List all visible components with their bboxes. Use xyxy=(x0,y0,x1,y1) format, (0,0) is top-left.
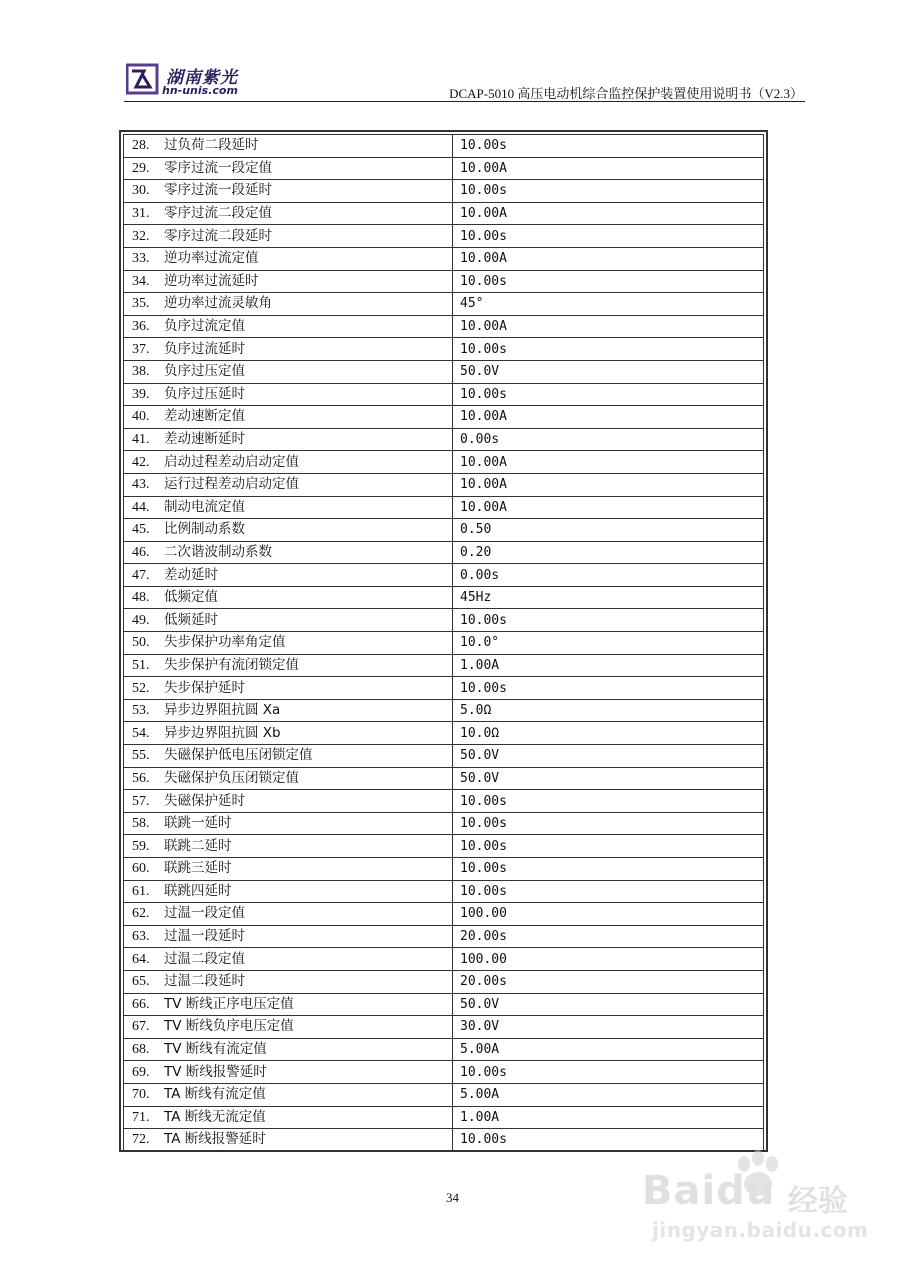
parameter-name: 逆功率过流延时 xyxy=(164,272,259,289)
parameter-value: 1.00A xyxy=(453,654,764,677)
row-number: 32. xyxy=(132,228,150,244)
parameter-name: 负序过压延时 xyxy=(164,385,245,402)
parameter-name: 零序过流一段定值 xyxy=(164,159,272,176)
parameter-name-cell xyxy=(124,632,453,655)
parameter-name-cell xyxy=(124,1038,453,1061)
parameter-name-cell xyxy=(124,1061,453,1084)
parameter-value: 10.0° xyxy=(453,632,764,655)
row-number: 45. xyxy=(132,522,150,538)
parameter-name: 制动电流定值 xyxy=(164,498,245,515)
watermark-label: 经验 xyxy=(788,1184,848,1219)
table-row xyxy=(124,315,764,338)
parameter-name: 失步保护有流闭锁定值 xyxy=(164,656,299,673)
parameter-name-cell xyxy=(124,903,453,926)
row-number: 37. xyxy=(132,341,150,357)
parameter-name: 联跳四延时 xyxy=(164,882,232,899)
parameter-name: 逆功率过流灵敏角 xyxy=(164,295,272,312)
table-row xyxy=(124,948,764,971)
row-number: 54. xyxy=(132,725,150,741)
parameter-value: 10.00s xyxy=(453,790,764,813)
row-number: 33. xyxy=(132,251,150,267)
table-row xyxy=(124,1061,764,1084)
parameter-name: TV 断线负序电压定值 xyxy=(164,1018,294,1035)
parameter-name: 启动过程差动启动定值 xyxy=(164,453,299,470)
table-row xyxy=(124,180,764,203)
parameter-name-cell xyxy=(124,383,453,406)
row-number: 60. xyxy=(132,861,150,877)
parameter-name-cell xyxy=(124,247,453,270)
parameter-value: 5.00A xyxy=(453,1083,764,1106)
parameter-name: 零序过流二段定值 xyxy=(164,205,272,222)
parameter-name-cell xyxy=(124,338,453,361)
row-number: 48. xyxy=(132,590,150,606)
row-number: 61. xyxy=(132,883,150,899)
parameter-name: 过温一段定值 xyxy=(164,905,245,922)
table-row xyxy=(124,609,764,632)
parameter-name: 联跳二延时 xyxy=(164,837,232,854)
parameter-value: 10.00s xyxy=(453,338,764,361)
table-row xyxy=(124,970,764,993)
parameter-name-cell xyxy=(124,858,453,881)
parameter-value: 10.00s xyxy=(453,677,764,700)
parameter-value: 10.00s xyxy=(453,135,764,158)
table-row xyxy=(124,270,764,293)
table-row xyxy=(124,1038,764,1061)
row-number: 47. xyxy=(132,567,150,583)
parameter-name-cell xyxy=(124,609,453,632)
parameter-name: TV 断线正序电压定值 xyxy=(164,995,294,1012)
parameter-value: 20.00s xyxy=(453,970,764,993)
table-row xyxy=(124,835,764,858)
table-row xyxy=(124,338,764,361)
row-number: 66. xyxy=(132,996,150,1012)
parameter-name: TV 断线有流定值 xyxy=(164,1041,267,1058)
parameter-name: 过温二段延时 xyxy=(164,973,245,990)
row-number: 28. xyxy=(132,138,150,154)
table-row xyxy=(124,1106,764,1129)
table-row xyxy=(124,473,764,496)
row-number: 72. xyxy=(132,1132,150,1148)
settings-table xyxy=(123,134,764,1152)
parameter-value: 10.00A xyxy=(453,315,764,338)
parameter-value: 45° xyxy=(453,293,764,316)
parameter-name-cell xyxy=(124,722,453,745)
table-row xyxy=(124,541,764,564)
parameter-name: 差动延时 xyxy=(164,566,218,583)
parameter-name-cell xyxy=(124,519,453,542)
parameter-value: 10.00A xyxy=(453,157,764,180)
parameter-name: 低频定值 xyxy=(164,589,218,606)
parameter-name-cell xyxy=(124,1016,453,1039)
table-row xyxy=(124,654,764,677)
row-number: 59. xyxy=(132,838,150,854)
parameter-name-cell xyxy=(124,767,453,790)
parameter-value: 5.0Ω xyxy=(453,699,764,722)
parameter-value: 10.00A xyxy=(453,202,764,225)
table-row xyxy=(124,677,764,700)
table-row xyxy=(124,157,764,180)
parameter-value: 20.00s xyxy=(453,925,764,948)
row-number: 38. xyxy=(132,364,150,380)
table-row xyxy=(124,632,764,655)
document-title: DCAP-5010 高压电动机综合监控保护装置使用说明书（V2.3） xyxy=(449,86,803,101)
row-number: 43. xyxy=(132,477,150,493)
table-row xyxy=(124,451,764,474)
parameter-value: 10.00s xyxy=(453,1061,764,1084)
parameter-value: 10.00s xyxy=(453,880,764,903)
parameter-name: 过温一段延时 xyxy=(164,928,245,945)
parameter-name-cell xyxy=(124,699,453,722)
parameter-name-cell xyxy=(124,496,453,519)
parameter-name-cell xyxy=(124,541,453,564)
parameter-value: 10.00s xyxy=(453,609,764,632)
table-row xyxy=(124,790,764,813)
parameter-name: 低频延时 xyxy=(164,611,218,628)
parameter-value: 10.00s xyxy=(453,225,764,248)
row-number: 64. xyxy=(132,951,150,967)
row-number: 52. xyxy=(132,680,150,696)
table-row xyxy=(124,767,764,790)
parameter-value: 100.00 xyxy=(453,903,764,926)
row-number: 71. xyxy=(132,1109,150,1125)
parameter-name: 运行过程差动启动定值 xyxy=(164,476,299,493)
row-number: 34. xyxy=(132,273,150,289)
table-row xyxy=(124,247,764,270)
parameter-value: 1.00A xyxy=(453,1106,764,1129)
row-number: 53. xyxy=(132,703,150,719)
parameter-name: 零序过流二段延时 xyxy=(164,227,272,244)
parameter-name-cell xyxy=(124,293,453,316)
row-number: 44. xyxy=(132,499,150,515)
parameter-name-cell xyxy=(124,948,453,971)
row-number: 69. xyxy=(132,1064,150,1080)
table-row xyxy=(124,586,764,609)
table-row xyxy=(124,858,764,881)
parameter-name-cell xyxy=(124,202,453,225)
parameter-name-cell xyxy=(124,315,453,338)
watermark-brand: Baidu xyxy=(642,1168,776,1214)
parameter-name: 二次谐波制动系数 xyxy=(164,543,272,560)
row-number: 57. xyxy=(132,793,150,809)
parameter-value: 10.00A xyxy=(453,473,764,496)
table-row xyxy=(124,383,764,406)
row-number: 40. xyxy=(132,409,150,425)
parameter-name-cell xyxy=(124,270,453,293)
parameter-name: TA 断线无流定值 xyxy=(164,1108,266,1125)
table-row xyxy=(124,745,764,768)
row-number: 49. xyxy=(132,612,150,628)
parameter-value: 45Hz xyxy=(453,586,764,609)
parameter-value: 10.00A xyxy=(453,496,764,519)
parameter-name-cell xyxy=(124,1106,453,1129)
parameter-name: TA 断线有流定值 xyxy=(164,1086,266,1103)
table-row xyxy=(124,812,764,835)
parameter-name-cell xyxy=(124,451,453,474)
row-number: 70. xyxy=(132,1087,150,1103)
parameter-name-cell xyxy=(124,564,453,587)
parameter-name: 失磁保护负压闭锁定值 xyxy=(164,769,299,786)
parameter-value: 10.00s xyxy=(453,270,764,293)
parameter-name-cell xyxy=(124,812,453,835)
row-number: 51. xyxy=(132,657,150,673)
parameter-value: 50.0V xyxy=(453,360,764,383)
parameter-name: 负序过流定值 xyxy=(164,318,245,335)
parameter-value: 5.00A xyxy=(453,1038,764,1061)
parameter-value: 10.00s xyxy=(453,812,764,835)
parameter-name: 过负荷二段延时 xyxy=(164,137,259,154)
row-number: 29. xyxy=(132,160,150,176)
logo-url-text: hn-unis.com xyxy=(162,84,238,97)
table-row xyxy=(124,293,764,316)
parameter-name-cell xyxy=(124,586,453,609)
table-row xyxy=(124,225,764,248)
table-row xyxy=(124,722,764,745)
parameter-name: 负序过压定值 xyxy=(164,363,245,380)
parameter-value: 0.20 xyxy=(453,541,764,564)
row-number: 31. xyxy=(132,206,150,222)
row-number: 65. xyxy=(132,974,150,990)
header-divider xyxy=(124,101,805,102)
row-number: 58. xyxy=(132,816,150,832)
row-number: 68. xyxy=(132,1042,150,1058)
table-row xyxy=(124,519,764,542)
table-row xyxy=(124,360,764,383)
parameter-value: 10.00A xyxy=(453,451,764,474)
parameter-name: 比例制动系数 xyxy=(164,521,245,538)
row-number: 62. xyxy=(132,906,150,922)
row-number: 30. xyxy=(132,183,150,199)
parameter-name-cell xyxy=(124,406,453,429)
parameter-name-cell xyxy=(124,835,453,858)
row-number: 50. xyxy=(132,635,150,651)
logo-mark-icon xyxy=(126,62,160,96)
table-row xyxy=(124,496,764,519)
parameter-name: 联跳三延时 xyxy=(164,860,232,877)
parameter-value: 10.00s xyxy=(453,180,764,203)
row-number: 42. xyxy=(132,454,150,470)
parameter-name: 负序过流延时 xyxy=(164,340,245,357)
parameter-name-cell xyxy=(124,428,453,451)
parameter-name: 差动速断定值 xyxy=(164,408,245,425)
baidu-jingyan-watermark xyxy=(640,1150,870,1270)
table-row xyxy=(124,903,764,926)
parameter-value: 0.50 xyxy=(453,519,764,542)
parameter-name: TV 断线报警延时 xyxy=(164,1063,267,1080)
parameter-value: 10.00s xyxy=(453,835,764,858)
row-number: 39. xyxy=(132,386,150,402)
table-row xyxy=(124,564,764,587)
parameter-name: 逆功率过流定值 xyxy=(164,250,259,267)
parameter-value: 10.00A xyxy=(453,247,764,270)
parameter-name-cell xyxy=(124,225,453,248)
parameter-name-cell xyxy=(124,745,453,768)
table-row xyxy=(124,428,764,451)
table-row xyxy=(124,993,764,1016)
parameter-name-cell xyxy=(124,135,453,158)
table-row xyxy=(124,1083,764,1106)
parameter-name: 失步保护延时 xyxy=(164,679,245,696)
settings-table-body xyxy=(124,135,764,1152)
parameter-name-cell xyxy=(124,654,453,677)
watermark-url: jingyan.baidu.com xyxy=(652,1218,869,1242)
parameter-name: 失磁保护延时 xyxy=(164,792,245,809)
parameter-name-cell xyxy=(124,1129,453,1152)
parameter-value: 50.0V xyxy=(453,745,764,768)
parameter-name-cell xyxy=(124,1083,453,1106)
parameter-value: 10.00s xyxy=(453,858,764,881)
parameter-name: 联跳一延时 xyxy=(164,815,232,832)
parameter-value: 30.0V xyxy=(453,1016,764,1039)
parameter-name: 差动速断延时 xyxy=(164,431,245,448)
parameter-value: 50.0V xyxy=(453,767,764,790)
parameter-value: 100.00 xyxy=(453,948,764,971)
row-number: 67. xyxy=(132,1019,150,1035)
table-row xyxy=(124,699,764,722)
row-number: 56. xyxy=(132,770,150,786)
parameter-name-cell xyxy=(124,790,453,813)
parameter-name-cell xyxy=(124,473,453,496)
parameter-name-cell xyxy=(124,180,453,203)
table-row xyxy=(124,406,764,429)
parameter-value: 10.00s xyxy=(453,383,764,406)
row-number: 35. xyxy=(132,296,150,312)
table-row xyxy=(124,880,764,903)
table-row xyxy=(124,925,764,948)
parameter-name: 过温二段定值 xyxy=(164,950,245,967)
row-number: 63. xyxy=(132,929,150,945)
table-row xyxy=(124,1129,764,1152)
parameter-value: 0.00s xyxy=(453,428,764,451)
parameter-value: 10.0Ω xyxy=(453,722,764,745)
table-row xyxy=(124,135,764,158)
table-row xyxy=(124,202,764,225)
parameter-name: 异步边界阻抗圆 Xa xyxy=(164,702,281,719)
parameter-name-cell xyxy=(124,360,453,383)
row-number: 41. xyxy=(132,432,150,448)
parameter-name: 异步边界阻抗圆 Xb xyxy=(164,724,281,741)
parameter-name: TA 断线报警延时 xyxy=(164,1131,266,1148)
parameter-name-cell xyxy=(124,993,453,1016)
row-number: 36. xyxy=(132,319,150,335)
parameter-name-cell xyxy=(124,970,453,993)
parameter-name-cell xyxy=(124,157,453,180)
row-number: 55. xyxy=(132,748,150,764)
parameter-name: 失步保护功率角定值 xyxy=(164,634,286,651)
parameter-value: 10.00A xyxy=(453,406,764,429)
table-row xyxy=(124,1016,764,1039)
parameter-value: 10.00s xyxy=(453,1129,764,1152)
page-number: 34 xyxy=(446,1190,459,1205)
parameter-name-cell xyxy=(124,925,453,948)
parameter-name: 零序过流一段延时 xyxy=(164,182,272,199)
parameter-name-cell xyxy=(124,880,453,903)
parameter-name-cell xyxy=(124,677,453,700)
logo-brand-text: 湖南紫光 xyxy=(166,68,238,88)
parameter-value: 50.0V xyxy=(453,993,764,1016)
parameter-value: 0.00s xyxy=(453,564,764,587)
company-logo xyxy=(126,62,266,102)
row-number: 46. xyxy=(132,544,150,560)
parameter-name: 失磁保护低电压闭锁定值 xyxy=(164,747,313,764)
